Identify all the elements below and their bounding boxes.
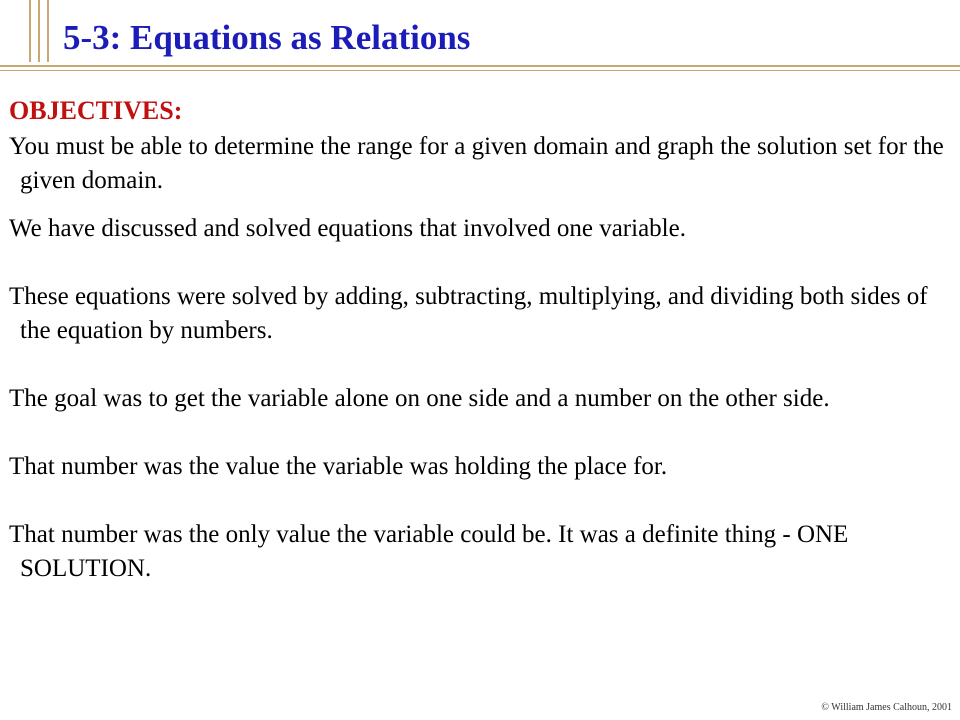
decorative-vertical-rule (47, 0, 49, 62)
title-underline-rule-thin (0, 70, 960, 71)
body-paragraph: The goal was to get the variable alone on one side and a number on the other side. (9, 385, 830, 412)
spacer (9, 484, 954, 518)
body-paragraph: These equations were solved by adding, subtracting, multiplying, and dividing both sides of the equation by numbers. (9, 283, 928, 344)
decorative-vertical-rule (38, 0, 40, 62)
objectives-heading: OBJECTIVES: (9, 96, 183, 125)
spacer (9, 198, 954, 212)
slide-title: 5-3: Equations as Relations (63, 18, 471, 57)
objectives-text: You must be able to determine the range for a given domain and graph the solution set for the given domain. (9, 133, 944, 194)
body-paragraph: We have discussed and solved equations that involved one variable. (9, 215, 686, 242)
body-paragraph: That number was the only value the variable could be. It was a definite thing - ONE SOLUTION. (9, 521, 849, 582)
spacer (9, 348, 954, 382)
slide-body (9, 92, 954, 586)
body-paragraph: That number was the value the variable was holding the place for. (9, 453, 668, 480)
spacer (9, 246, 954, 280)
title-underline-rule (0, 65, 960, 67)
spacer (9, 416, 954, 450)
copyright-notice: © William James Calhoun, 2001 (821, 702, 952, 713)
decorative-vertical-rule (29, 0, 31, 62)
